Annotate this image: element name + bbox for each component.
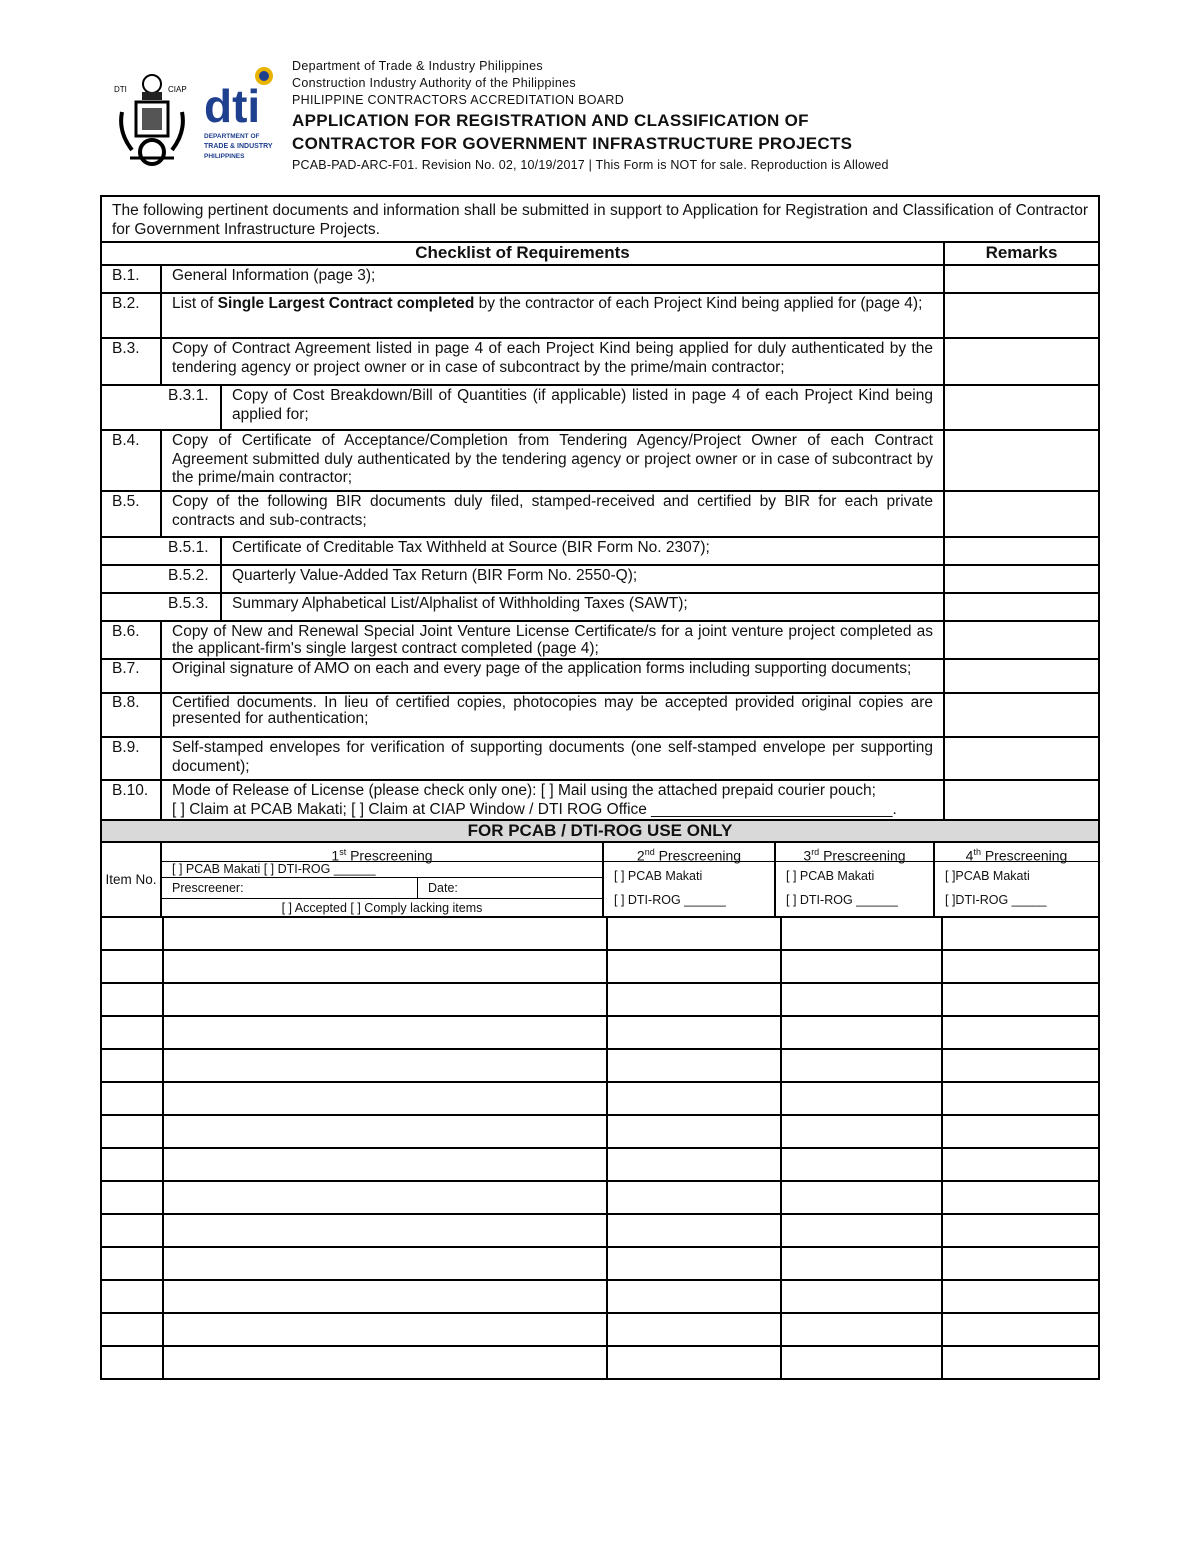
entry-cell[interactable] [608, 1116, 782, 1147]
remarks-cell[interactable] [943, 386, 1098, 429]
requirement-code: B.5.3. [102, 594, 222, 620]
requirement-code: B.6. [102, 622, 162, 658]
requirement-row-b7 [102, 660, 1098, 694]
ciap-logo-right-text: CIAP [168, 85, 187, 94]
prescreening-entry-row [102, 1116, 1098, 1149]
requirement-text: Copy of the following BIR documents duly filed, stamped-received and certified by BIR for each private contracts and sub-contracts; [172, 493, 933, 529]
entry-cell[interactable] [943, 1116, 1098, 1147]
third-prescreening-title: 3rd Prescreening [776, 843, 933, 862]
requirement-text: Original signature of AMO on each and every page of the application forms including supporting documents; [172, 660, 912, 677]
entry-cell[interactable] [164, 1017, 608, 1048]
remarks-cell[interactable] [943, 594, 1098, 620]
entry-cell[interactable] [102, 1314, 164, 1345]
entry-cell[interactable] [943, 1281, 1098, 1312]
prescreening-entry-row [102, 1347, 1098, 1378]
requirement-text: Copy of Certificate of Acceptance/Completion from Tendering Agency/Project Owner of each Contract Agreement submitted duly authenticated by the tendering agency or project owner or in case of subcontract by the prime/main contractor; [172, 432, 933, 486]
form-revision-note: PCAB-PAD-ARC-F01. Revision No. 02, 10/19/2017 | This Form is NOT for sale. Reproduction is Allowed [292, 158, 889, 172]
requirement-code: B.5. [102, 492, 162, 536]
entry-cell[interactable] [782, 1248, 943, 1279]
second-prescreening-title: 2nd Prescreening [604, 843, 774, 862]
entry-cell[interactable] [102, 1215, 164, 1246]
dti-logo-sub2: TRADE & INDUSTRY [204, 143, 273, 150]
acceptance-status-options[interactable]: [ ] Accepted [ ] Comply lacking items [281, 901, 483, 915]
requirement-row-b5-1 [102, 538, 1098, 566]
entry-cell[interactable] [782, 1083, 943, 1114]
entry-cell[interactable] [608, 1248, 782, 1279]
requirement-row-b5-3 [102, 594, 1098, 622]
prescreening-entry-row [102, 951, 1098, 984]
requirement-text [162, 294, 943, 337]
entry-cell[interactable] [164, 1281, 608, 1312]
first-prescreening-title: 1st Prescreening [162, 843, 602, 862]
prescreener-field[interactable]: Prescreener: [162, 878, 418, 898]
requirement-code: B.7. [102, 660, 162, 692]
first-prescreening-office-options[interactable]: [ ] PCAB Makati [ ] DTI-ROG ______ [162, 862, 602, 878]
requirement-row-b4 [102, 431, 1098, 492]
fourth-prescreening-dti-option[interactable]: [ ]DTI-ROG _____ [945, 893, 1047, 907]
prescreening-entry-row [102, 1281, 1098, 1314]
requirement-code: B.4. [102, 431, 162, 490]
remarks-cell[interactable] [943, 566, 1098, 592]
remarks-cell[interactable] [943, 266, 1098, 292]
form-title-line2: CONTRACTOR FOR GOVERNMENT INFRASTRUCTURE PROJECTS [292, 134, 853, 153]
entry-cell[interactable] [608, 1314, 782, 1345]
second-prescreening-pcab-option[interactable]: [ ] PCAB Makati [614, 869, 703, 883]
prescreening-entry-row [102, 1083, 1098, 1116]
prescreening-entry-row [102, 984, 1098, 1017]
entry-cell[interactable] [102, 1149, 164, 1180]
entry-cell[interactable] [102, 918, 164, 949]
entry-cell[interactable] [608, 1017, 782, 1048]
entry-cell[interactable] [782, 1215, 943, 1246]
requirement-code: B.9. [102, 738, 162, 779]
use-only-label: FOR PCAB / DTI-ROG USE ONLY [102, 821, 1098, 841]
header-ciap-line: Construction Industry Authority of the Philippines [292, 76, 576, 90]
third-prescreening-pcab-option[interactable]: [ ] PCAB Makati [786, 869, 875, 883]
entry-cell[interactable] [164, 1215, 608, 1246]
entry-cell[interactable] [608, 918, 782, 949]
intro-row [102, 197, 1098, 243]
requirement-code: B.8. [102, 694, 162, 736]
date-field[interactable]: Date: [428, 881, 458, 895]
prescreening-entry-row [102, 1182, 1098, 1215]
use-only-band [102, 821, 1098, 843]
requirement-row-b2 [102, 294, 1098, 339]
entry-cell[interactable] [102, 1248, 164, 1279]
intro-text: The following pertinent documents and information shall be submitted in support to Application for Registration and Classification of Contractor for Government Infrastructure Projects. [112, 202, 1088, 238]
requirement-text: Self-stamped envelopes for verification of supporting documents (one self-stamped envelope per supporting document); [172, 739, 933, 775]
third-prescreening-dti-option[interactable]: [ ] DTI-ROG ______ [786, 893, 898, 907]
requirement-text-post: by the contractor of each Project Kind being applied for (page 4); [474, 295, 923, 312]
remarks-cell[interactable] [943, 492, 1098, 536]
prescreening-entry-row [102, 918, 1098, 951]
remarks-cell[interactable] [943, 738, 1098, 779]
entry-cell[interactable] [943, 1182, 1098, 1213]
requirement-row-b9 [102, 738, 1098, 781]
release-mode-line1: Mode of Release of License (please check only one): [ ] Mail using the attached prepaid courier pouch; [172, 782, 876, 799]
requirement-text: Certified documents. In lieu of certified copies, photocopies may be accepted provided original copies are presented for authentication; [172, 694, 933, 727]
requirement-text: Copy of Cost Breakdown/Bill of Quantities (if applicable) listed in page 4 of each Project Kind being applied for; [232, 387, 933, 423]
entry-cell[interactable] [608, 1083, 782, 1114]
entry-cell[interactable] [943, 984, 1098, 1015]
header-pcab-line: PHILIPPINE CONTRACTORS ACCREDITATION BOARD [292, 93, 625, 107]
entry-cell[interactable] [102, 1083, 164, 1114]
remarks-cell[interactable] [943, 694, 1098, 736]
fourth-prescreening-title: 4th Prescreening [935, 843, 1098, 862]
requirement-code: B.5.1. [102, 538, 222, 564]
entry-cell[interactable] [782, 1314, 943, 1345]
remarks-cell[interactable] [943, 781, 1098, 819]
first-prescreening-column [162, 843, 604, 916]
remarks-column-header: Remarks [943, 243, 1098, 264]
entry-cell[interactable] [102, 1017, 164, 1048]
prescreening-grid [102, 918, 1098, 1378]
entry-cell[interactable] [608, 1215, 782, 1246]
requirement-row-b3-1 [102, 386, 1098, 431]
entry-cell[interactable] [608, 951, 782, 982]
entry-cell[interactable] [164, 951, 608, 982]
requirement-row-b10 [102, 781, 1098, 821]
entry-cell[interactable] [943, 1215, 1098, 1246]
requirement-text: Certificate of Creditable Tax Withheld at Source (BIR Form No. 2307); [232, 539, 710, 556]
form-header [108, 58, 1108, 178]
prescreening-entry-row [102, 1314, 1098, 1347]
entry-cell[interactable] [102, 951, 164, 982]
remarks-cell[interactable] [943, 660, 1098, 692]
entry-cell[interactable] [782, 918, 943, 949]
prescreener-date-row [162, 878, 602, 899]
second-prescreening-dti-option[interactable]: [ ] DTI-ROG ______ [614, 893, 726, 907]
entry-cell[interactable] [164, 1314, 608, 1345]
entry-cell[interactable] [164, 1182, 608, 1213]
entry-cell[interactable] [782, 951, 943, 982]
prescreening-entry-row [102, 1017, 1098, 1050]
prescreening-entry-row [102, 1248, 1098, 1281]
entry-cell[interactable] [782, 1116, 943, 1147]
entry-cell[interactable] [164, 1083, 608, 1114]
header-dti-line: Department of Trade & Industry Philippines [292, 59, 543, 73]
requirement-text-pre: List of [172, 295, 218, 312]
requirement-text: Summary Alphabetical List/Alphalist of Withholding Taxes (SAWT); [232, 595, 688, 612]
item-no-header: Item No. [102, 843, 162, 916]
entry-cell[interactable] [102, 1281, 164, 1312]
entry-cell[interactable] [943, 1314, 1098, 1345]
requirement-text: Copy of New and Renewal Special Joint Venture License Certificate/s for a joint venture project completed as the applicant-firm's single largest contract completed (page 4); [172, 623, 933, 657]
entry-cell[interactable] [102, 1182, 164, 1213]
requirement-row-b8 [102, 694, 1098, 738]
entry-cell[interactable] [164, 918, 608, 949]
entry-cell[interactable] [164, 1347, 608, 1378]
remarks-cell[interactable] [943, 538, 1098, 564]
dti-logo-sub3: PHILIPPINES [204, 153, 245, 160]
entry-cell[interactable] [943, 1050, 1098, 1081]
entry-cell[interactable] [608, 1149, 782, 1180]
ciap-logo-left-text: DTI [114, 85, 127, 94]
entry-cell[interactable] [608, 1050, 782, 1081]
entry-cell[interactable] [782, 984, 943, 1015]
entry-cell[interactable] [164, 1116, 608, 1147]
prescreening-header [102, 843, 1098, 918]
requirement-row-b5-2 [102, 566, 1098, 594]
entry-cell[interactable] [102, 1347, 164, 1378]
entry-cell[interactable] [164, 1050, 608, 1081]
requirement-text: Copy of Contract Agreement listed in page 4 of each Project Kind being applied for duly authenticated by the tendering agency or project owner or in case of subcontract by the prime/main contractor; [172, 340, 933, 376]
remarks-cell[interactable] [943, 431, 1098, 490]
prescreening-entry-row [102, 1215, 1098, 1248]
entry-cell[interactable] [782, 1281, 943, 1312]
entry-cell[interactable] [608, 984, 782, 1015]
column-header-row [102, 243, 1098, 266]
entry-cell[interactable] [943, 1347, 1098, 1378]
prescreening-entry-row [102, 1149, 1098, 1182]
requirement-text [162, 781, 943, 819]
dti-logo-icon [204, 66, 276, 162]
ciap-seal-icon [112, 72, 192, 168]
entry-cell[interactable] [102, 1116, 164, 1147]
requirement-code: B.5.2. [102, 566, 222, 592]
requirement-row-b5 [102, 492, 1098, 538]
requirement-code: B.10. [102, 781, 162, 819]
checklist-table [100, 195, 1100, 1380]
fourth-prescreening-pcab-option[interactable]: [ ]PCAB Makati [945, 869, 1030, 883]
entry-cell[interactable] [943, 1149, 1098, 1180]
requirement-code: B.2. [102, 294, 162, 337]
requirement-text-bold: Single Largest Contract completed [217, 295, 475, 312]
requirement-row-b3 [102, 339, 1098, 386]
entry-cell[interactable] [608, 1182, 782, 1213]
entry-cell[interactable] [782, 1017, 943, 1048]
checklist-column-header: Checklist of Requirements [415, 243, 630, 262]
fourth-prescreening-column [935, 843, 1098, 916]
entry-cell[interactable] [782, 1182, 943, 1213]
entry-cell[interactable] [608, 1347, 782, 1378]
entry-cell[interactable] [608, 1281, 782, 1312]
requirement-code: B.3.1. [102, 386, 222, 429]
entry-cell[interactable] [164, 984, 608, 1015]
entry-cell[interactable] [943, 1017, 1098, 1048]
requirement-text: Quarterly Value-Added Tax Return (BIR Form No. 2550-Q); [232, 567, 638, 584]
entry-cell[interactable] [943, 918, 1098, 949]
requirement-code: B.1. [102, 266, 162, 292]
entry-cell[interactable] [164, 1149, 608, 1180]
requirement-text: General Information (page 3); [172, 267, 376, 284]
entry-cell[interactable] [782, 1050, 943, 1081]
entry-cell[interactable] [164, 1248, 608, 1279]
form-title-line1: APPLICATION FOR REGISTRATION AND CLASSIFICATION OF [292, 111, 809, 130]
prescreening-entry-row [102, 1050, 1098, 1083]
remarks-cell[interactable] [943, 294, 1098, 337]
remarks-cell[interactable] [943, 339, 1098, 384]
entry-cell[interactable] [943, 1083, 1098, 1114]
entry-cell[interactable] [102, 984, 164, 1015]
remarks-cell[interactable] [943, 622, 1098, 658]
requirement-row-b6 [102, 622, 1098, 660]
entry-cell[interactable] [943, 951, 1098, 982]
header-text-block [292, 58, 1102, 174]
second-prescreening-column [604, 843, 776, 916]
third-prescreening-column [776, 843, 935, 916]
release-mode-line2: [ ] Claim at PCAB Makati; [ ] Claim at CIAP Window / DTI ROG Office ____________________________. [172, 800, 897, 818]
entry-cell[interactable] [943, 1248, 1098, 1279]
requirement-code: B.3. [102, 339, 162, 384]
entry-cell[interactable] [782, 1347, 943, 1378]
dti-logo-sub1: DEPARTMENT OF [204, 133, 260, 140]
dti-logo-text: dti [204, 80, 261, 132]
entry-cell[interactable] [782, 1149, 943, 1180]
requirement-row-b1 [102, 266, 1098, 294]
entry-cell[interactable] [102, 1050, 164, 1081]
